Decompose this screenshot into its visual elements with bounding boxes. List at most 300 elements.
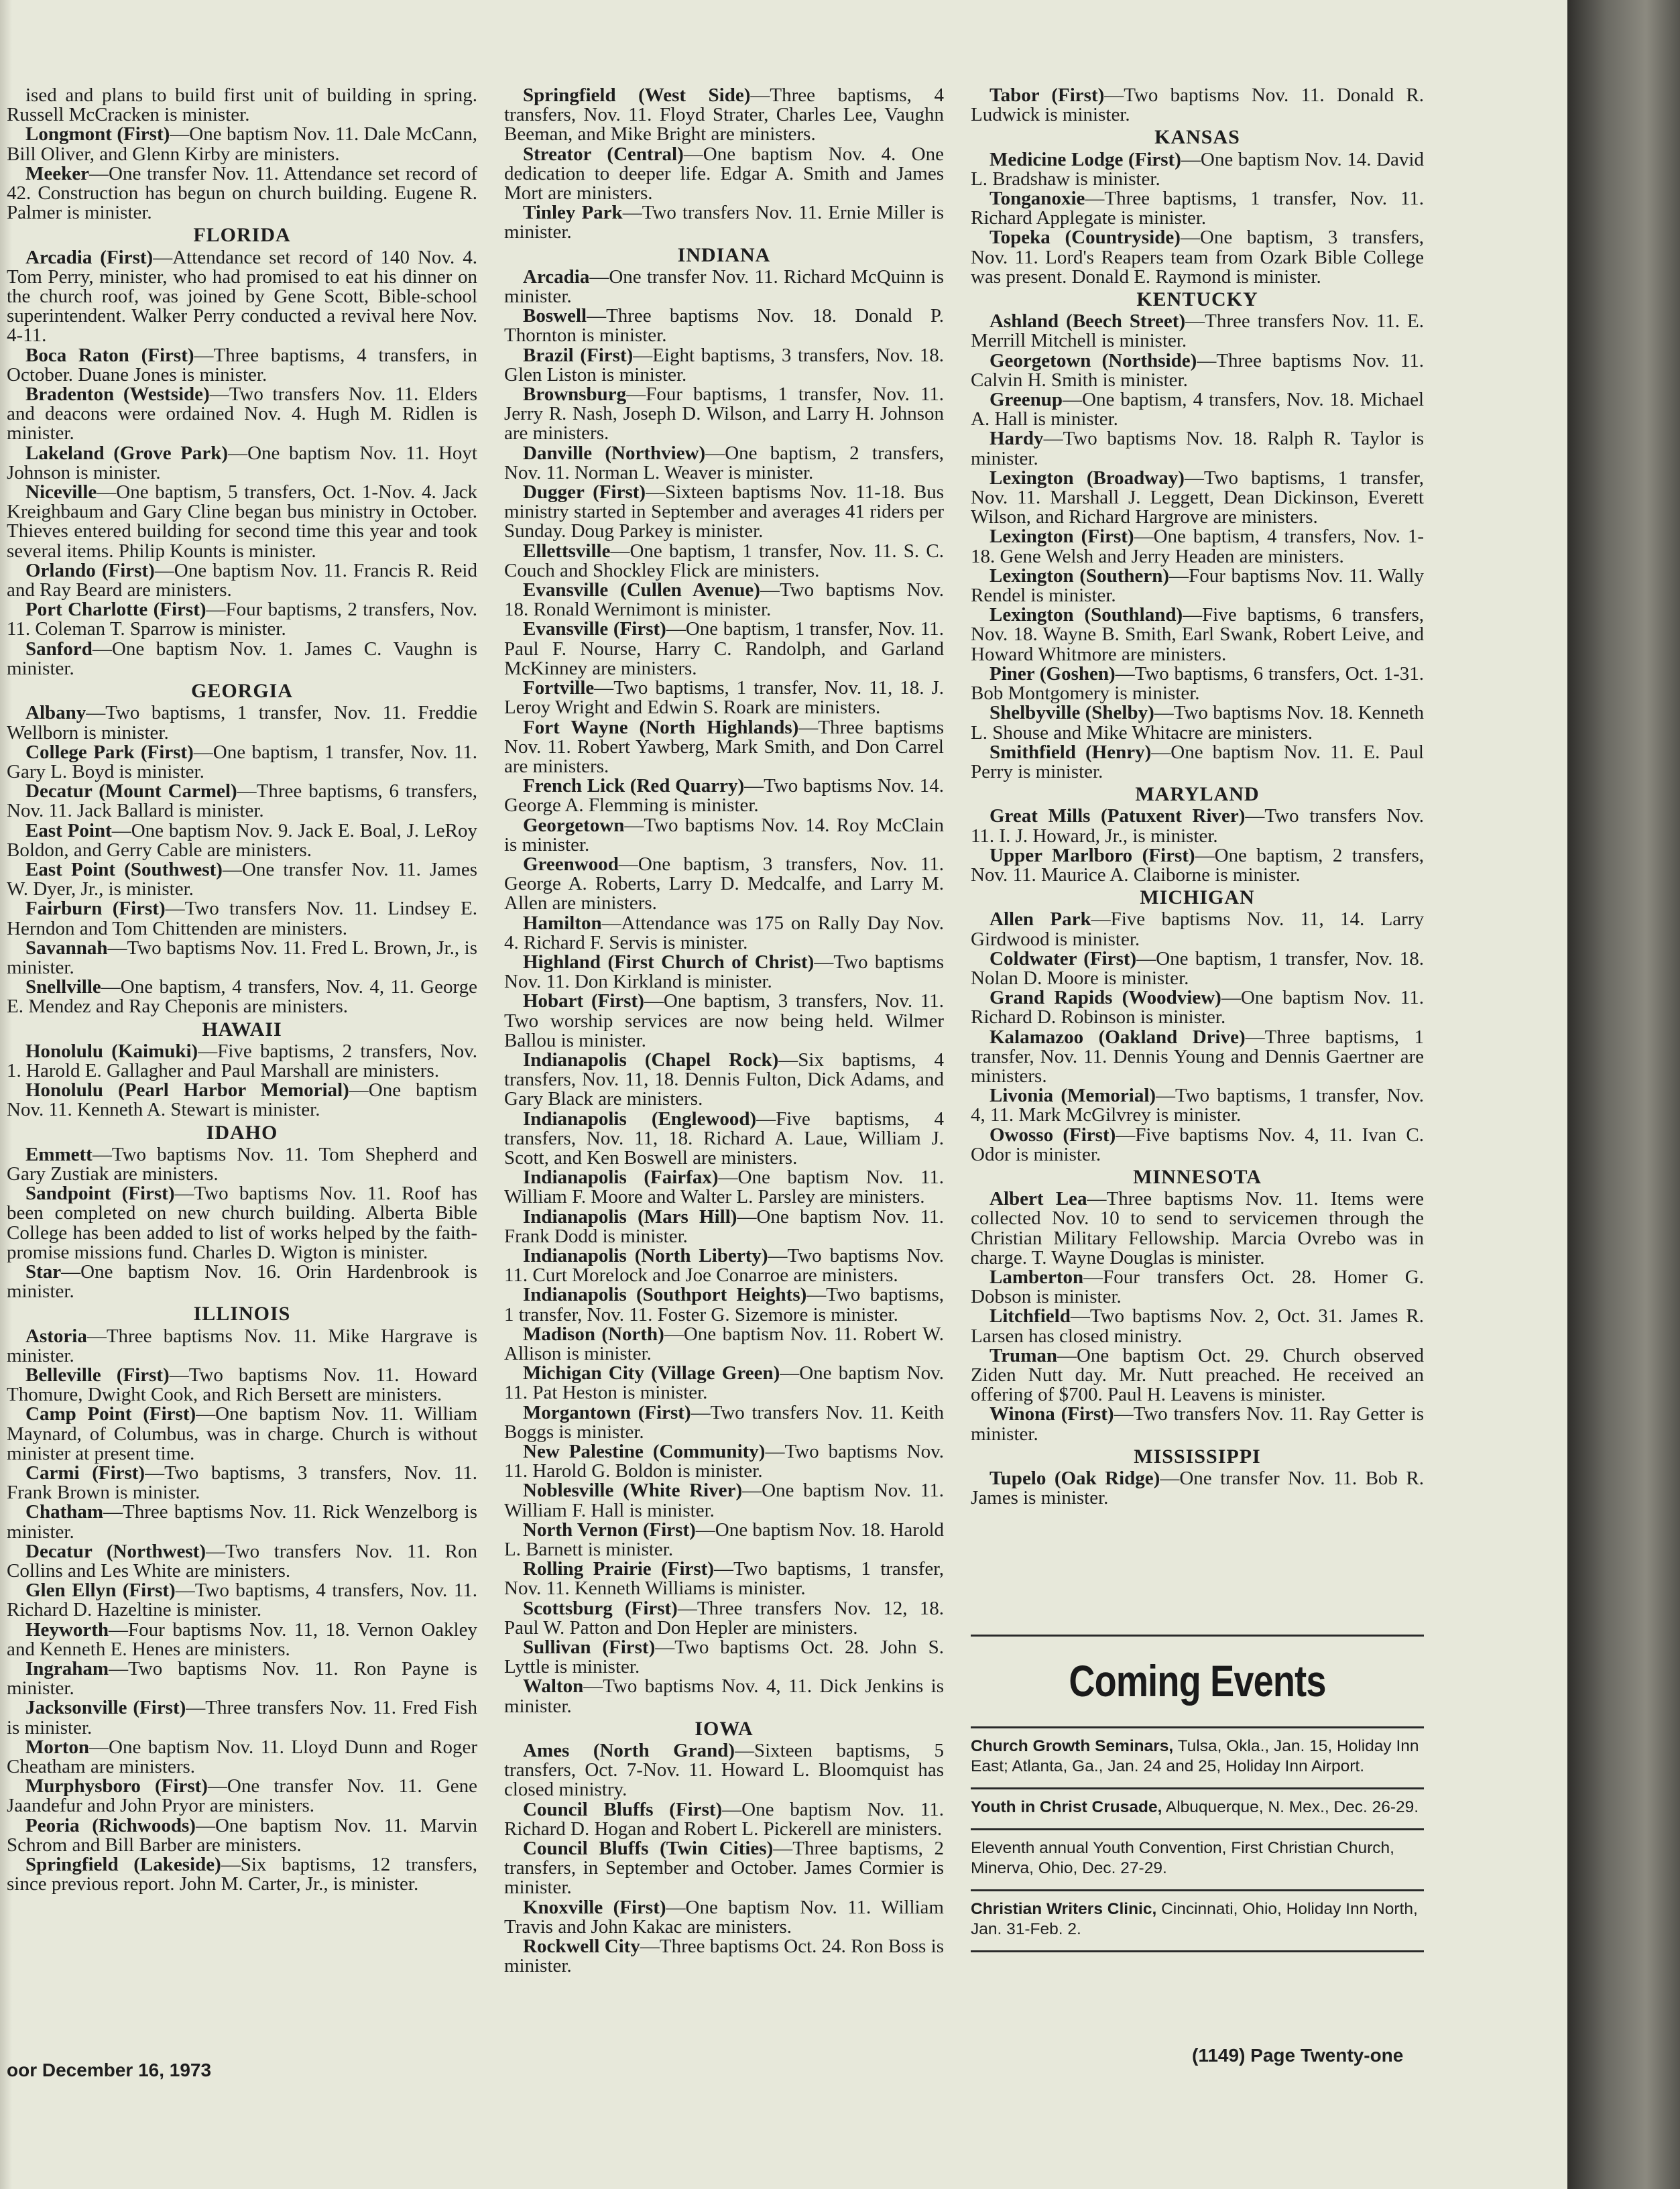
report-text: —Three baptisms Nov. 11. Calvin H. Smith is minister. [971, 349, 1424, 391]
church-name: Port Charlotte (First) [25, 599, 206, 621]
church-report-entry [504, 1168, 944, 1207]
church-report-entry [7, 1816, 477, 1855]
church-report-entry [7, 164, 477, 223]
church-name: Belleville (First) [25, 1364, 170, 1386]
report-text: —Two baptisms Nov. 11. Tom Shepherd and Gary Zustiak are ministers. [7, 1143, 477, 1185]
church-name: Lamberton [989, 1266, 1084, 1288]
church-report-entry [971, 910, 1424, 949]
church-report-entry [7, 444, 477, 483]
state-heading: ILLINOIS [193, 1303, 291, 1325]
church-report-entry [7, 1262, 477, 1301]
report-text: —Two baptisms Nov. 11. Curt Morelock and Joe Conarroe are ministers. [504, 1244, 944, 1287]
church-report-entry [971, 150, 1424, 189]
church-report-entry [504, 1839, 944, 1898]
church-name: Walton [523, 1675, 584, 1698]
report-text: —Two baptisms Nov. 11. Howard Thomure, Dwight Cook, and Rich Bersett are ministers. [7, 1364, 477, 1406]
event-item [971, 1830, 1424, 1891]
coming-events-title: Coming Events [1069, 1656, 1326, 1706]
report-text: —One baptism Oct. 29. Church observed Ziden Nutt day. Mr. Nutt preached. He received an offering of $700. Paul H. Leavens is minister. [971, 1344, 1424, 1406]
state-heading: FLORIDA [193, 224, 291, 247]
church-name: Streator (Central) [523, 143, 684, 165]
report-text: —Three transfers Nov. 11. E. Merrill Mitchell is minister. [971, 310, 1425, 352]
church-report-entry [504, 1937, 944, 1976]
church-report-entry [504, 678, 944, 717]
divider-rule [971, 1635, 1424, 1637]
report-text: —Two baptisms Nov. 2, Oct. 31. James R. Larsen has closed ministry. [971, 1305, 1424, 1347]
church-report-entry [504, 483, 944, 542]
church-report-entry [504, 1110, 944, 1169]
church-name: Coldwater (First) [989, 947, 1137, 969]
church-name: Tabor (First) [989, 84, 1105, 106]
church-report-entry [504, 1285, 944, 1324]
report-text: —Four transfers Oct. 28. Homer G. Dobson is minister. [971, 1266, 1424, 1308]
church-name: Grand Rapids (Woodview) [989, 987, 1221, 1009]
church-report-entry [504, 953, 944, 992]
church-report-entry [7, 978, 477, 1016]
report-text: —One baptism Nov. 11. Marvin Schrom and Bill Barber are ministers. [7, 1814, 478, 1856]
state-heading: MICHIGAN [1140, 886, 1255, 909]
state-heading: MINNESOTA [1133, 1165, 1262, 1188]
report-text: —Three baptisms Nov. 11. Rick Wenzelborg is minister. [7, 1501, 477, 1543]
church-name: Great Mills (Patuxent River) [989, 805, 1246, 827]
church-report-entry [504, 581, 944, 619]
report-text: —Attendance set record of 140 Nov. 4. Tom Perry, minister, who had promised to eat his dinner on the church roof, was joined by Gene Scott, Bible-school superintendent. Walker Perry conducted a revival here Nov. 4-11. [7, 246, 477, 347]
report-text: —Two baptisms, 1 transfer, Nov. 11. Foster G. Sizemore is minister. [504, 1284, 945, 1325]
church-report-entry [504, 816, 944, 855]
church-name: Lexington (Broadway) [989, 467, 1185, 489]
church-report-entry [7, 1042, 477, 1081]
church-report-entry [7, 703, 477, 742]
footer-date: oor December 16, 1973 [7, 2060, 212, 2080]
church-report-entry [971, 1028, 1424, 1087]
church-name: Carmi (First) [25, 1462, 145, 1484]
report-text: —One baptism Nov. 11. William F. Moore and Walter L. Parsley are ministers. [504, 1167, 944, 1208]
church-name: Michigan City (Village Green) [523, 1362, 780, 1384]
report-text: —Two baptisms Nov. 11. Fred L. Brown, Jr., is minister. [7, 937, 477, 978]
church-report-entry [504, 346, 944, 385]
church-name: Fort Wayne (North Highlands) [523, 716, 799, 738]
church-report-entry [971, 1469, 1424, 1508]
church-report-entry [7, 385, 477, 444]
church-name: Albert Lea [989, 1188, 1087, 1210]
report-text: —Two baptisms, 1 transfer, Nov. 11. Kenneth Williams is minister. [504, 1558, 944, 1600]
report-text: —Three baptisms Oct. 24. Ron Boss is minister. [504, 1936, 945, 1977]
church-report-entry [504, 306, 944, 345]
report-text: —Two baptisms, 1 transfer, Nov. 4, 11. Mark McGilvrey is minister. [971, 1085, 1424, 1126]
report-text: —Two transfers Nov. 11. Elders and deacons were ordained Nov. 4. Hugh M. Ridlen is minister. [7, 383, 478, 445]
report-text: —Two baptisms, 1 transfer, Nov. 11, 18. J. Leroy Wright and Edwin S. Roark are ministers. [504, 677, 944, 719]
report-text: —One baptism Nov. 14. David L. Bradshaw is minister. [971, 148, 1424, 190]
church-report-entry [971, 189, 1424, 228]
report-text: —One baptism, 4 transfers, Nov. 4, 11. George E. Mendez and Ray Cheponis are ministers. [7, 976, 477, 1018]
church-name: Knoxville (First) [523, 1896, 666, 1918]
church-name: Sanford [25, 638, 93, 660]
church-name: Brownsburg [523, 383, 627, 406]
church-name: Evansville (Cullen Avenue) [523, 579, 760, 601]
report-text: —One baptism, 2 transfers, Nov. 11. Norman L. Weaver is minister. [504, 442, 944, 483]
church-report-entry [504, 1677, 944, 1716]
report-text: —Two baptisms, 4 transfers, Nov. 11. Richard D. Hazeltine is minister. [7, 1580, 477, 1621]
church-name: Boswell [523, 305, 587, 327]
church-name: Savannah [25, 937, 108, 959]
report-text: —Sixteen baptisms Nov. 11-18. Bus ministry started in September and averages 41 riders per Sunday. Doug Parkey is minister. [504, 481, 944, 542]
church-name: Heyworth [25, 1618, 109, 1641]
church-report-entry [7, 1659, 477, 1698]
church-name: Lexington (Southern) [989, 565, 1170, 587]
church-name: Lexington (First) [989, 526, 1134, 548]
report-text: —Attendance was 175 on Rally Day Nov. 4. Richard F. Servis is minister. [504, 912, 944, 953]
church-report-entry [504, 1051, 944, 1110]
event-item [971, 1789, 1424, 1830]
church-report-entry [504, 855, 944, 914]
church-report-entry [971, 664, 1424, 703]
church-name: College Park (First) [25, 741, 194, 763]
church-name: Lakeland (Grove Park) [25, 442, 229, 464]
church-name: Indianapolis (Fairfax) [523, 1167, 719, 1189]
church-name: Star [25, 1260, 62, 1283]
report-text: —Four baptisms, 2 transfers, Nov. 11. Coleman T. Sparrow is minister. [7, 599, 477, 640]
report-text: ised and plans to build first unit of building in spring. Russell McCracken is minister. [7, 84, 477, 126]
report-text: —Two baptisms Nov. 14. George A. Flemming is minister. [504, 775, 944, 817]
church-name: Ingraham [25, 1658, 109, 1680]
report-text: —Three baptisms Nov. 18. Donald P. Thornton is minister. [504, 305, 944, 347]
report-text: —Three baptisms Nov. 11. Mike Hargrave is minister. [7, 1325, 477, 1366]
report-text: —Two baptisms Nov. 14. Roy McClain is minister. [504, 814, 944, 855]
church-name: Morgantown (First) [523, 1401, 691, 1423]
church-report-entry [7, 1502, 477, 1541]
church-report-entry [971, 846, 1424, 885]
report-text: —One baptism Nov. 11. E. Paul Perry is minister. [971, 741, 1424, 782]
report-text: —One baptism Nov. 11. Hoyt Johnson is minister. [7, 442, 477, 483]
church-name: Peoria (Richwoods) [25, 1814, 196, 1836]
church-report-entry [7, 248, 477, 346]
state-heading: HAWAII [202, 1018, 282, 1041]
report-text: —One baptism Nov. 1. James C. Vaughn is minister. [7, 638, 477, 679]
church-report-entry [504, 1599, 944, 1638]
church-name: North Vernon (First) [523, 1519, 696, 1541]
news-column-1 [7, 86, 477, 1894]
report-text: —Two transfers Nov. 11. Ron Collins and Les White are ministers. [7, 1540, 477, 1582]
church-report-entry [504, 1325, 944, 1364]
church-name: Decatur (Mount Carmel) [25, 780, 237, 803]
church-report-entry [971, 703, 1424, 742]
church-report-entry [971, 1405, 1424, 1443]
church-name: Greenwood [523, 853, 619, 875]
report-text: —One transfer Nov. 11. Richard McQuinn is minister. [504, 265, 944, 308]
church-report-entry [504, 1207, 944, 1246]
church-report-entry [7, 1777, 477, 1816]
church-report-entry [971, 1126, 1424, 1165]
report-text: —Eight baptisms, 3 transfers, Nov. 18. Glen Liston is minister. [504, 344, 944, 386]
page-edge-shadow [1567, 0, 1680, 2189]
report-text: —One baptism Nov. 11. Francis R. Reid and Ray Beard are ministers. [7, 559, 477, 601]
church-report-entry [7, 346, 477, 385]
church-name: Hamilton [523, 912, 602, 934]
church-name: Niceville [25, 481, 97, 504]
state-heading: INDIANA [677, 243, 771, 266]
church-name: French Lick (Red Quarry) [523, 775, 745, 797]
report-text: —Two baptisms Nov. 18. Kenneth L. Shouse and Mike Whitacre are ministers. [971, 702, 1424, 744]
report-text: —One baptism, 1 transfer, Nov. 11. Paul F. Nourse, Harry C. Randolph, and Garland McKinney are ministers. [504, 618, 944, 679]
church-report-entry [7, 1145, 477, 1184]
report-text: —One baptism, 4 transfers, Nov. 18. Michael A. Hall is minister. [971, 389, 1424, 430]
church-report-entry [7, 1542, 477, 1581]
church-name: Indianapolis (Mars Hill) [523, 1205, 737, 1228]
church-report-entry [504, 203, 944, 242]
report-text: —Two baptisms Nov. 11. Roof has been completed on new church building. Alberta Bible College has been added to list of works helped by the faith-promise missions fund. Charles D. Wigton is minister. [7, 1183, 477, 1263]
report-text: —Two transfers Nov. 11. Ernie Miller is minister. [504, 202, 944, 243]
church-name: Tupelo (Oak Ridge) [989, 1468, 1160, 1490]
state-heading: MARYLAND [1135, 783, 1260, 806]
church-name: Dugger (First) [523, 481, 646, 504]
church-report-entry [7, 1327, 477, 1366]
church-report-entry [971, 605, 1424, 664]
church-name: Scottsburg (First) [523, 1597, 678, 1619]
church-report-entry [971, 312, 1424, 351]
event-item [971, 1891, 1424, 1952]
events-list [971, 1728, 1424, 1952]
church-report-entry [971, 527, 1424, 566]
church-report-entry [7, 1855, 477, 1894]
church-name: Topeka (Countryside) [989, 227, 1181, 249]
church-name: New Palestine (Community) [523, 1441, 766, 1463]
church-name: Chatham [25, 1501, 104, 1523]
church-report-entry [7, 1620, 477, 1659]
church-report-entry [971, 988, 1424, 1027]
church-name: Sullivan (First) [523, 1637, 656, 1659]
event-item [971, 1728, 1424, 1789]
report-text: —One baptism Nov. 11. William F. Hall is minister. [504, 1480, 944, 1521]
church-report-entry [971, 1307, 1424, 1346]
event-details: Tulsa, Okla., Jan. 15, Holiday Inn East; Atlanta, Ga., Jan. 24 and 25, Holiday Inn Airport. [971, 1737, 1419, 1775]
church-name: Fairburn (First) [25, 898, 166, 920]
church-report-entry [971, 1346, 1424, 1405]
event-name: Youth in Christ Crusade, [971, 1798, 1162, 1816]
report-text: —One baptism, 4 transfers, Nov. 1-18. Gene Welsh and Jerry Headen are ministers. [971, 526, 1424, 567]
report-text: —One baptism, 3 transfers, Nov. 11. Lord's Reapers team from Ozark Bible College was present. Donald E. Raymond is minister. [971, 227, 1424, 288]
church-name: Danville (Northview) [523, 442, 706, 464]
church-report-entry [7, 743, 477, 782]
church-name: Georgetown [523, 814, 625, 836]
report-text: —Two baptisms, 6 transfers, Oct. 1-31. Bob Montgomery is minister. [971, 662, 1424, 705]
church-name: Jacksonville (First) [25, 1697, 186, 1719]
report-text: —One baptism Nov. 11. Pat Heston is minister. [504, 1362, 944, 1404]
church-name: Noblesville (White River) [523, 1480, 743, 1502]
report-text: —Two baptisms Nov. 18. Ralph R. Taylor is minister. [971, 428, 1424, 469]
church-report-entry [971, 743, 1424, 782]
church-report-entry [504, 1364, 944, 1403]
church-report-entry [7, 640, 477, 678]
church-report-entry [7, 1581, 477, 1620]
church-report-entry [504, 1800, 944, 1839]
church-report-entry [504, 1442, 944, 1481]
church-report-entry [7, 1184, 477, 1262]
report-text: —Four baptisms Nov. 11. Wally Rendel is minister. [971, 565, 1424, 607]
church-report-entry [504, 385, 944, 444]
report-text: —Three transfers Nov. 11. Fred Fish is minister. [7, 1697, 478, 1738]
state-heading: GEORGIA [190, 680, 294, 703]
state-heading: MISSISSIPPI [1134, 1445, 1261, 1468]
church-report-entry [971, 1189, 1424, 1268]
report-text: —One baptism, 5 transfers, Oct. 1-Nov. 4. Jack Kreighbaum and Gary Cline began bus ministry in October. Thieves entered building for second time this year and took several items. Philip Kounts is minister. [7, 481, 477, 562]
news-column-3 [971, 86, 1424, 1508]
report-text: —One baptism Nov. 11. William Travis and John Kakac are ministers. [504, 1896, 944, 1938]
church-name: East Point [25, 819, 112, 841]
news-column-2 [504, 86, 944, 1976]
church-name: Astoria [25, 1325, 87, 1347]
church-report-entry [7, 1698, 477, 1737]
church-name: Sandpoint (First) [25, 1183, 175, 1205]
church-name: Highland (First Church of Christ) [523, 951, 815, 973]
church-name: Tonganoxie [989, 188, 1085, 210]
church-name: Greenup [989, 389, 1063, 411]
report-text: —One baptism Nov. 9. Jack E. Boal, J. LeRoy Boldon, and Gerry Cable are ministers. [7, 819, 477, 861]
church-name: Indianapolis (Chapel Rock) [523, 1049, 779, 1071]
report-text: —One baptism, 2 transfers, Nov. 11. Maurice A. Claiborne is minister. [971, 844, 1424, 886]
event-name: Church Growth Seminars, [971, 1737, 1174, 1755]
church-report-entry [504, 914, 944, 953]
state-heading: IDAHO [206, 1121, 278, 1144]
report-text: —One baptism, 1 transfer, Nov. 18. Nolan D. Moore is minister. [971, 947, 1424, 989]
church-name: Shelbyville (Shelby) [989, 702, 1154, 724]
church-report-entry [7, 1738, 477, 1777]
church-name: Longmont (First) [25, 123, 170, 145]
report-text: —One baptism, 3 transfers, Nov. 11. George A. Roberts, Larry D. Medcalfe, and Larry M. Allen are ministers. [504, 853, 944, 914]
church-name: Arcadia (First) [25, 246, 154, 268]
church-report-entry [504, 1741, 944, 1800]
event-details: Eleventh annual Youth Convention, First Christian Church, Minerva, Ohio, Dec. 27-29. [971, 1839, 1394, 1877]
church-report-entry [7, 600, 477, 639]
report-text: —Six baptisms, 12 transfers, since previous report. John M. Carter, Jr., is minister. [7, 1854, 477, 1895]
report-text: —Sixteen baptisms, 5 transfers, Oct. 7-Nov. 11. Howard L. Bloomquist has closed ministry. [504, 1740, 944, 1801]
event-details: Cincinnati, Ohio, Holiday Inn North, Jan. 31-Feb. 2. [971, 1900, 1418, 1938]
report-text: —Two baptisms, 1 transfer, Nov. 11. Marshall J. Leggett, Dean Dickinson, Everett Wilson, and Richard Hargrove are ministers. [971, 467, 1424, 528]
event-name: Christian Writers Clinic, [971, 1900, 1157, 1918]
report-text: —One transfer Nov. 11. Bob R. James is minister. [971, 1468, 1424, 1509]
church-name: Murphysboro (First) [25, 1775, 208, 1797]
church-name: Piner (Goshen) [989, 662, 1116, 685]
church-report-entry [504, 542, 944, 581]
church-report-entry [971, 469, 1424, 528]
church-report-entry [971, 429, 1424, 468]
church-report-entry [7, 1366, 477, 1405]
report-text: —Three baptisms Nov. 11. Robert Yawberg, Mark Smith, and Don Carrel are ministers. [504, 716, 944, 777]
church-name: Hardy [989, 428, 1044, 450]
report-text: —Two transfers Nov. 11. Ray Getter is minister. [971, 1403, 1424, 1445]
church-name: Ames (North Grand) [523, 1740, 735, 1762]
church-name: Truman [989, 1344, 1057, 1366]
church-name: Albany [25, 702, 86, 724]
church-name: Evansville (First) [523, 618, 666, 640]
report-text: —One baptism Nov. 11. William Maynard, of Columbus, was in charge. Church is without minister at present time. [7, 1403, 477, 1464]
church-name: Arcadia [523, 265, 590, 288]
report-text: —One transfer Nov. 11. James W. Dyer, Jr., is minister. [7, 858, 477, 900]
report-text: —Five baptisms, 2 transfers, Nov. 1. Harold E. Gallagher and Paul Marshall are ministers. [7, 1040, 477, 1081]
church-name: Honolulu (Pearl Harbor Memorial) [25, 1079, 349, 1102]
church-name: Boca Raton (First) [25, 344, 194, 366]
report-text: —One transfer Nov. 11. Attendance set record of 42. Construction has begun on church building. Eugene R. Palmer is minister. [7, 162, 477, 224]
report-text: —Three baptisms, 2 transfers, in September and October. James Cormier is minister. [504, 1838, 944, 1899]
church-name: Camp Point (First) [25, 1403, 196, 1425]
report-text: —Three baptisms, 1 transfer, Nov. 11. Dennis Young and Dennis Gaertner are ministers. [971, 1026, 1424, 1087]
report-text: —Two baptisms Nov. 11. Harold G. Boldon is minister. [504, 1441, 944, 1482]
church-name: Honolulu (Kaimuki) [25, 1040, 198, 1062]
church-report-entry [7, 1405, 477, 1464]
church-report-entry [504, 1638, 944, 1677]
church-name: Smithfield (Henry) [989, 741, 1152, 763]
church-report-entry [504, 86, 944, 145]
church-name: Decatur (Northwest) [25, 1540, 206, 1562]
state-heading: KANSAS [1154, 126, 1240, 149]
church-name: Indianapolis (North Liberty) [523, 1244, 768, 1266]
report-text: —Four baptisms Nov. 11, 18. Vernon Oakley and Kenneth E. Henes are ministers. [7, 1618, 477, 1660]
church-report-entry [7, 939, 477, 978]
report-text: —Two baptisms Nov. 11. Don Kirkland is minister. [504, 951, 945, 993]
church-report-entry [971, 390, 1424, 429]
report-text: —Two transfers Nov. 11. Lindsey E. Herndon and Tom Chittenden are ministers. [7, 898, 477, 939]
church-name: Springfield (Lakeside) [25, 1854, 221, 1876]
church-name: Lexington (Southland) [989, 604, 1183, 626]
church-report-entry [504, 619, 944, 678]
church-report-entry [971, 1268, 1424, 1307]
church-report-entry [7, 125, 477, 164]
church-name: Glen Ellyn (First) [25, 1580, 176, 1602]
report-text: —Five baptisms Nov. 11, 14. Larry Girdwood is minister. [971, 908, 1424, 950]
church-report-entry [7, 483, 477, 561]
report-text: —Three transfers Nov. 12, 18. Paul W. Patton and Don Hepler are ministers. [504, 1597, 944, 1639]
church-name: Council Bluffs (Twin Cities) [523, 1838, 774, 1860]
report-text: —One baptism Nov. 11. Dale McCann, Bill Oliver, and Glenn Kirby are ministers. [7, 123, 477, 165]
church-name: Indianapolis (Southport Heights) [523, 1284, 807, 1306]
report-text: —Three baptisms, 4 transfers, Nov. 11. Floyd Strater, Charles Lee, Vaughn Beeman, and Mike Bright are ministers. [504, 84, 944, 145]
church-name: Litchfield [989, 1305, 1071, 1327]
report-text: —Two baptisms Nov. 11. Ron Payne is minister. [7, 1658, 477, 1700]
church-report-entry [7, 899, 477, 938]
church-report-entry [971, 567, 1424, 605]
state-heading: IOWA [695, 1717, 754, 1740]
church-name: Meeker [25, 162, 89, 184]
report-text: —Two baptisms Nov. 11. Donald R. Ludwick is minister. [971, 84, 1424, 126]
report-text: —Two transfers Nov. 11. I. J. Howard, Jr., is minister. [971, 805, 1424, 847]
report-text: —One baptism Nov. 16. Orin Hardenbrook is minister. [7, 1260, 477, 1303]
church-name: Orlando (First) [25, 559, 155, 581]
church-name: Springfield (West Side) [523, 84, 751, 106]
report-text: —Three baptisms, 1 transfer, Nov. 11. Richard Applegate is minister. [971, 188, 1424, 229]
church-report-entry [971, 949, 1424, 988]
report-text: —Three baptisms, 4 transfers, in October. Duane Jones is minister. [7, 344, 477, 386]
church-report-entry [7, 86, 477, 125]
report-text: —One baptism Nov. 11. Robert W. Allison is minister. [504, 1323, 944, 1364]
church-report-entry [7, 782, 477, 821]
church-report-entry [504, 145, 944, 204]
event-details: Albuquerque, N. Mex., Dec. 26-29. [1162, 1798, 1419, 1816]
church-name: Council Bluffs (First) [523, 1798, 723, 1820]
church-report-entry [504, 776, 944, 815]
church-name: Emmett [25, 1143, 93, 1165]
church-name: East Point (Southwest) [25, 858, 223, 880]
church-name: Snellville [25, 976, 101, 998]
church-report-entry [504, 1521, 944, 1559]
report-text: —Six baptisms, 4 transfers, Nov. 11, 18. Dennis Fulton, Dick Adams, and Gary Black are ministers. [504, 1049, 944, 1110]
church-name: Bradenton (Westside) [25, 383, 210, 406]
church-report-entry [7, 1081, 477, 1120]
report-text: —One baptism, 1 transfer, Nov. 11. Gary L. Boyd is minister. [7, 741, 477, 782]
church-name: Upper Marlboro (First) [989, 844, 1195, 866]
church-name: Fortville [523, 677, 595, 699]
church-report-entry [7, 561, 477, 600]
report-text: —Two baptisms Nov. 18. Ronald Wernimont is minister. [504, 579, 944, 621]
report-text: —One baptism Nov. 11. Richard D. Hogan and Robert L. Pickerell are ministers. [504, 1798, 944, 1840]
